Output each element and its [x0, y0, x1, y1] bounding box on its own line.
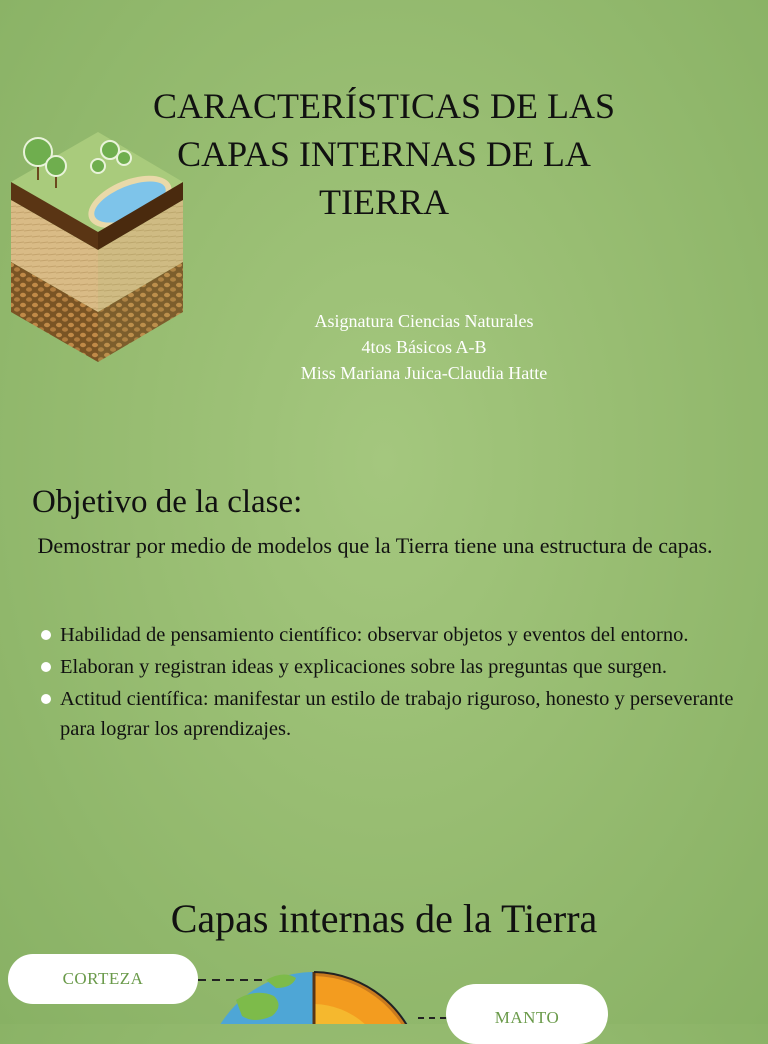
list-item-text: Habilidad de pensamiento científico: observar objetos y eventos del entorno.: [60, 624, 689, 646]
subtitle-block: [220, 308, 628, 386]
list-item-text: Elaboran y registran ideas y explicaciones sobre las preguntas que surgen.: [60, 656, 668, 678]
objective-heading: Objetivo de la clase:: [32, 484, 303, 520]
slide-title: CARACTERÍSTICAS DE LAS CAPAS INTERNAS DE LA TIERRA: [152, 86, 616, 222]
grade-line: 4tos Básicos A-B: [361, 337, 487, 357]
skills-list: [38, 620, 738, 746]
list-item: [38, 652, 738, 682]
bullet-icon: [41, 630, 51, 640]
bullet-icon: [41, 694, 51, 704]
layers-heading: Capas internas de la Tierra: [170, 896, 598, 941]
list-item: [38, 684, 738, 744]
list-item: [38, 620, 738, 650]
objective-slide: [0, 450, 768, 860]
manto-label: MANTO: [446, 984, 608, 1044]
list-item-text: Actitud científica: manifestar un estilo de trabajo riguroso, honesto y perseverante para lograr los aprendizajes.: [60, 688, 734, 740]
bullet-icon: [41, 662, 51, 672]
objective-text: Demostrar por medio de modelos que la Tierra tiene una estructura de capas.: [32, 533, 713, 558]
layers-slide: [0, 860, 768, 1027]
cover-slide: [0, 0, 768, 450]
teachers-line: Miss Mariana Juica-Claudia Hatte: [300, 363, 548, 383]
subject-line: Asignatura Ciencias Naturales: [314, 311, 534, 331]
corteza-label: CORTEZA: [8, 954, 198, 1004]
